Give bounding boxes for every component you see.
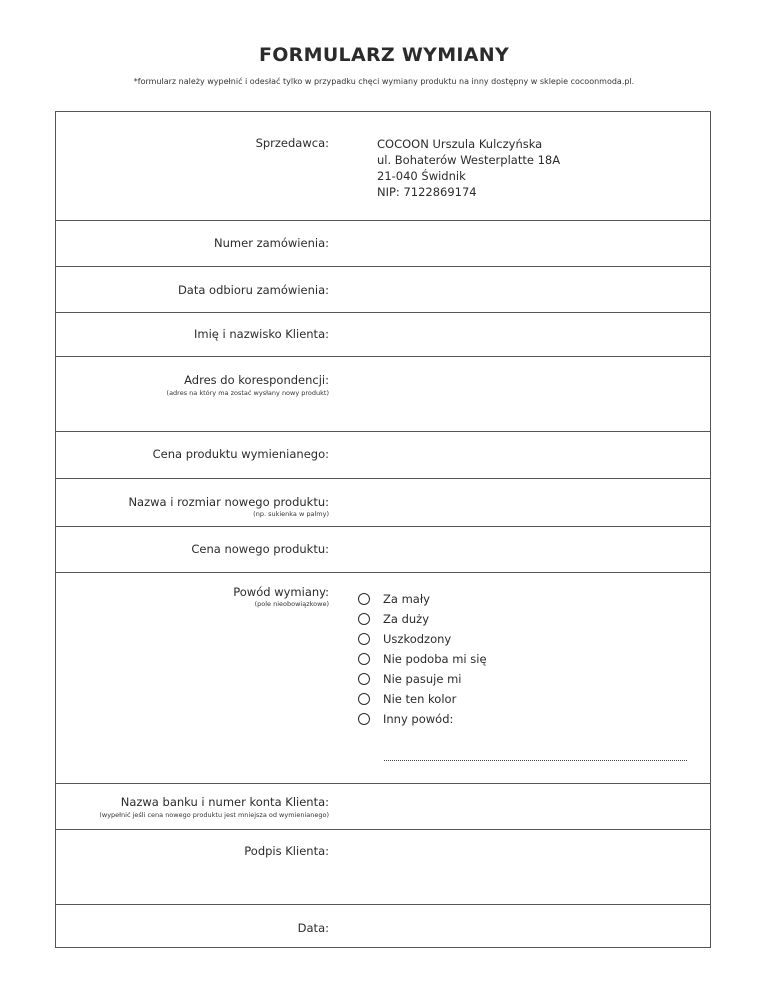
- exchange-form: [55, 111, 711, 948]
- radio-circle-icon[interactable]: [358, 593, 370, 605]
- bank-row[interactable]: [56, 783, 710, 829]
- seller-info: [377, 136, 560, 200]
- reason-option-label: Za duży: [383, 612, 430, 626]
- new-product-label: Nazwa i rozmiar nowego produktu:: [128, 495, 329, 509]
- reason-option-label: Uszkodzony: [383, 632, 452, 646]
- pickup-date-label: Data odbioru zamówienia:: [177, 283, 329, 297]
- reason-option-label: Nie podoba mi się: [383, 652, 487, 666]
- seller-nip: NIP: 7122869174: [377, 185, 477, 199]
- reason-option-label: Za mały: [383, 592, 430, 606]
- reason-option-label: Inny powód:: [383, 712, 454, 726]
- seller-name: COCOON Urszula Kulczyńska: [377, 137, 543, 151]
- seller-label: Sprzedawca:: [255, 136, 329, 150]
- client-name-row[interactable]: [56, 312, 710, 356]
- radio-circle-icon[interactable]: [358, 613, 370, 625]
- form-subtitle: *formularz należy wypełnić i odesłać tylko w przypadku chęci wymiany produktu na inny dostępny w sklepie cocoonmoda.pl.: [133, 77, 635, 86]
- reason-note: (pole nieobowiązkowe): [254, 600, 329, 608]
- address-label: Adres do korespondencji:: [184, 373, 329, 387]
- exchanged-price-label: Cena produktu wymienianego:: [152, 447, 329, 461]
- address-note: (adres na który ma zostać wysłany nowy produkt): [166, 389, 329, 397]
- radio-circle-icon[interactable]: [358, 653, 370, 665]
- order-number-label: Numer zamówienia:: [214, 236, 329, 250]
- radio-circle-icon[interactable]: [358, 713, 370, 725]
- radio-circle-icon[interactable]: [358, 633, 370, 645]
- reason-option-label: Nie pasuje mi: [383, 672, 462, 686]
- radio-circle-icon[interactable]: [358, 693, 370, 705]
- date-row[interactable]: [56, 904, 710, 947]
- seller-street: ul. Bohaterów Westerplatte 18A: [377, 153, 561, 167]
- new-price-row[interactable]: [56, 526, 710, 572]
- radio-circle-icon[interactable]: [358, 673, 370, 685]
- signature-label: Podpis Klienta:: [244, 844, 329, 858]
- bank-label: Nazwa banku i numer konta Klienta:: [120, 795, 329, 809]
- other-reason-line[interactable]: [384, 760, 687, 761]
- new-price-label: Cena nowego produktu:: [191, 542, 329, 556]
- pickup-date-row[interactable]: [56, 266, 710, 312]
- date-label: Data:: [297, 921, 329, 935]
- reason-option-label: Nie ten kolor: [383, 692, 457, 706]
- bank-note: (wypełnić jeśli cena nowego produktu jest mniejsza od wymienianego): [99, 811, 329, 819]
- seller-city: 21-040 Świdnik: [377, 169, 466, 183]
- reason-label: Powód wymiany:: [233, 585, 329, 599]
- order-number-row[interactable]: [56, 220, 710, 266]
- new-product-note: (np. sukienka w palmy): [253, 510, 329, 518]
- address-row[interactable]: [56, 356, 710, 431]
- signature-row[interactable]: [56, 829, 710, 904]
- exchanged-price-row[interactable]: [56, 431, 710, 478]
- client-name-label: Imię i nazwisko Klienta:: [193, 327, 329, 341]
- form-title: FORMULARZ WYMIANY: [258, 44, 510, 66]
